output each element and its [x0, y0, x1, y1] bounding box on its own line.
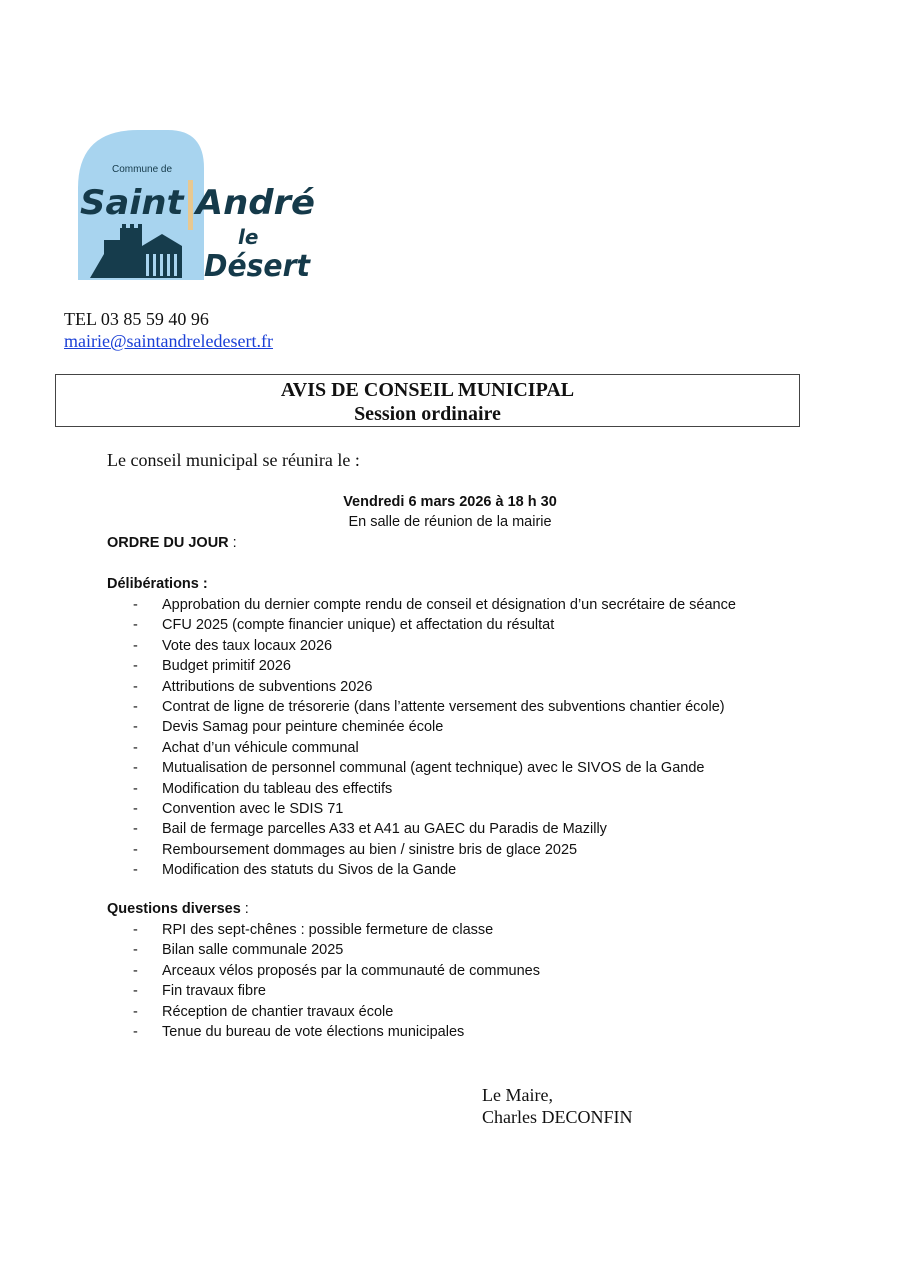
list-item: - Mutualisation de personnel communal (agent technique) avec le SIVOS de la Gande: [133, 758, 736, 778]
agenda-heading-label: ORDRE DU JOUR: [107, 535, 229, 551]
list-item: - Attributions de subventions 2026: [133, 677, 736, 697]
logo-text-name: Saint André: [80, 183, 315, 223]
meeting-date: Vendredi 6 mars 2026 à 18 h 30: [343, 494, 557, 510]
signature-name: Charles DECONFIN: [482, 1107, 633, 1127]
list-item: - Tenue du bureau de vote élections municipales: [133, 1022, 540, 1042]
list-item: - Approbation du dernier compte rendu de conseil et désignation d’un secrétaire de séance: [133, 595, 736, 615]
logo-graphic: [76, 128, 321, 283]
list-item: - Devis Samag pour peinture cheminée école: [133, 717, 736, 737]
questions-heading-label: Questions diverses: [107, 901, 241, 917]
intro-text: Le conseil municipal se réunira le :: [107, 450, 360, 470]
commune-logo: [76, 128, 321, 283]
logo-text-desert: Désert: [204, 249, 312, 283]
notice-title: AVIS DE CONSEIL MUNICIPAL: [280, 379, 575, 401]
list-item: - RPI des sept-chênes : possible fermeture de classe: [133, 920, 540, 940]
list-item: - Réception de chantier travaux école: [133, 1002, 540, 1022]
list-item: - Remboursement dommages au bien / sinistre bris de glace 2025: [133, 840, 736, 860]
list-item: - Convention avec le SDIS 71: [133, 799, 736, 819]
deliberations-heading-label: Délibérations :: [107, 576, 208, 592]
email-link[interactable]: mairie@saintandreledesert.fr: [64, 331, 273, 351]
list-item: - Bilan salle communale 2025: [133, 940, 540, 960]
logo-text-le: le: [238, 225, 259, 249]
contact-block: [64, 308, 273, 352]
logo-text-commune: Commune de: [112, 164, 173, 175]
list-item: - Vote des taux locaux 2026: [133, 636, 736, 656]
deliberations-list: [133, 595, 736, 881]
list-item: - Budget primitif 2026: [133, 656, 736, 676]
list-item: - Bail de fermage parcelles A33 et A41 au GAEC du Paradis de Mazilly: [133, 819, 736, 839]
list-item: - Fin travaux fibre: [133, 981, 540, 1001]
title-box: [55, 374, 800, 427]
session-type: Session ordinaire: [354, 403, 501, 425]
meeting-place: En salle de réunion de la mairie: [348, 514, 552, 530]
list-item: - Modification des statuts du Sivos de la Gande: [133, 860, 736, 880]
questions-heading-suffix: :: [240, 901, 249, 917]
list-item: - Arceaux vélos proposés par la communauté de communes: [133, 961, 540, 981]
list-item: - CFU 2025 (compte financier unique) et affectation du résultat: [133, 615, 736, 635]
deliberations-heading: [107, 576, 208, 592]
signature-role: Le Maire,: [482, 1085, 553, 1105]
agenda-heading-suffix: :: [228, 535, 237, 551]
questions-list: [133, 920, 540, 1042]
agenda-heading: [107, 535, 237, 551]
questions-heading: [107, 901, 249, 917]
signature-block: [482, 1084, 633, 1128]
phone-number: TEL 03 85 59 40 96: [64, 309, 209, 329]
list-item: - Modification du tableau des effectifs: [133, 779, 736, 799]
list-item: - Contrat de ligne de trésorerie (dans l’attente versement des subventions chantier école): [133, 697, 736, 717]
list-item: - Achat d’un véhicule communal: [133, 738, 736, 758]
